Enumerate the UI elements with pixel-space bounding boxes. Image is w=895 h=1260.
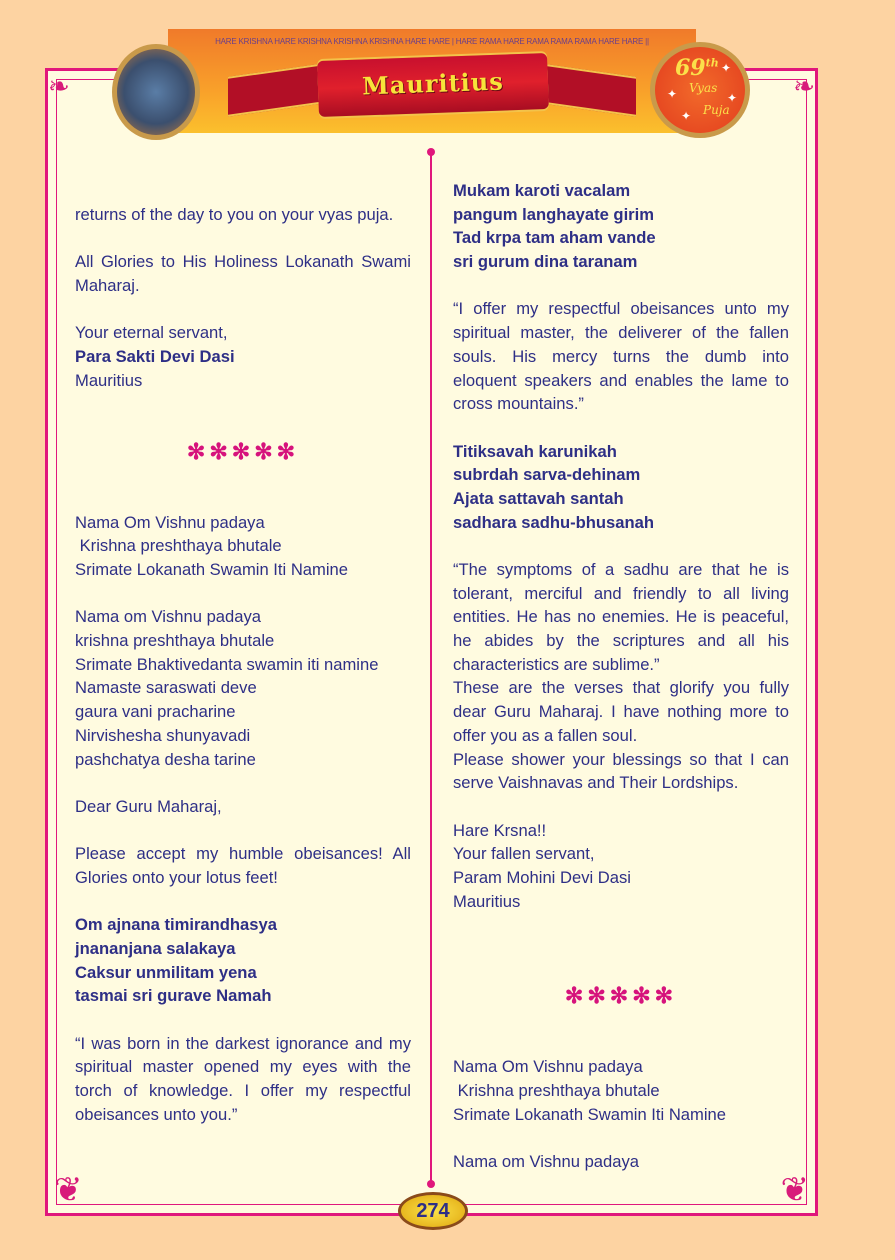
text-line: returns of the day to you on your vyas puja. xyxy=(75,204,394,224)
text-line: characteristics are sublime.” xyxy=(453,654,660,674)
column-divider xyxy=(430,150,432,1183)
divider-dot xyxy=(427,1180,435,1188)
text-line: Srimate Lokanath Swamin Iti Namine xyxy=(75,560,348,580)
text-line: Maharaj. xyxy=(75,275,140,295)
text-line: Titiksavah karunikah xyxy=(453,441,617,461)
text-line: Mukam karoti vacalam xyxy=(453,181,631,200)
text-line: Srimate Bhaktivedanta swamin iti namine xyxy=(75,654,379,674)
text-line: Nirvishesha shunyavadi xyxy=(75,725,251,745)
paragraph xyxy=(75,250,411,297)
vyas-puja-badge xyxy=(650,42,750,138)
text-line: Om ajnana timirandhasya xyxy=(75,915,277,935)
text-line: Please shower your blessings so that I can xyxy=(453,749,789,769)
sparkle-icon: ✦ xyxy=(681,109,692,123)
text-line: sadhara sadhu-bhusanah xyxy=(453,512,655,532)
verse-block xyxy=(453,440,789,535)
text-line: Dear Guru Maharaj, xyxy=(75,796,222,816)
text-line: gaura vani pracharine xyxy=(75,702,236,722)
paragraph xyxy=(75,1032,411,1127)
text-line: Your eternal servant, xyxy=(75,323,228,343)
text-line: tolerant, merciful and friendly to all living xyxy=(453,583,789,603)
text-line: pangum langhayate girim xyxy=(453,204,655,224)
paragraph xyxy=(453,1150,789,1174)
text-line: torch of knowledge. I offer my respectful xyxy=(75,1081,411,1101)
text-line: Ajata sattavah santah xyxy=(453,488,624,508)
text-line: Mauritius xyxy=(453,891,521,911)
text-line: obeisances unto you.” xyxy=(75,1104,238,1124)
paragraph xyxy=(75,842,411,889)
text-line: “I was born in the darkest ignorance and my xyxy=(75,1033,411,1053)
badge-line2: Puja xyxy=(703,103,730,117)
text-line: Nama om Vishnu padaya xyxy=(453,1152,640,1172)
text-line: Para Sakti Devi Dasi xyxy=(75,346,235,366)
sparkle-icon: ✦ xyxy=(667,87,678,101)
verse-block xyxy=(75,345,411,369)
deity-medallion-image xyxy=(112,44,200,140)
paragraph xyxy=(75,795,411,819)
verse-block xyxy=(453,179,789,274)
paragraph xyxy=(75,321,411,345)
badge-number: 69 xyxy=(675,55,706,81)
text-line: eloquent speakers and enables the lame to xyxy=(453,370,789,390)
text-line: spiritual master, the deliverer of the fallen xyxy=(453,323,789,343)
page-number: 274 xyxy=(398,1192,468,1230)
text-line: Please accept my humble obeisances! All xyxy=(75,844,411,864)
paragraph xyxy=(453,819,789,914)
badge-suffix: th xyxy=(705,56,719,70)
paragraph xyxy=(453,297,789,415)
text-line: tasmai sri gurave Namah xyxy=(75,986,272,1006)
header-mantra: HARE KRISHNA HARE KRISHNA KRISHNA KRISHNA HARE HARE | HARE RAMA HARE RAMA RAMA RAMA HARE HARE || xyxy=(215,37,649,46)
text-line: serve Vaishnavas and Their Lordships. xyxy=(453,773,739,793)
corner-ornament-icon: ❦ xyxy=(54,1171,83,1209)
sparkle-icon: ✦ xyxy=(727,91,738,105)
text-line: Your fallen servant, xyxy=(453,844,595,864)
text-line: Nama Om Vishnu padaya xyxy=(75,512,265,532)
title-ribbon xyxy=(317,53,549,117)
sparkle-icon: ✦ xyxy=(721,61,732,75)
corner-ornament-icon: ❧ xyxy=(793,71,815,101)
paragraph xyxy=(453,1055,789,1126)
text-line: entities. He has no enemies. He is peaceful, xyxy=(453,607,789,627)
text-line: These are the verses that glorify you fully xyxy=(453,678,789,698)
text-line: “I offer my respectful obeisances unto my xyxy=(453,299,789,319)
section-separator-stars: ✻✻✻✻✻ xyxy=(186,438,300,464)
paragraph xyxy=(75,605,411,771)
paragraph xyxy=(453,748,789,795)
header-title: Mauritius xyxy=(361,66,505,101)
divider-dot xyxy=(427,148,435,156)
section-separator-stars: ✻✻✻✻✻ xyxy=(564,983,678,1009)
text-line: krishna preshthaya bhutale xyxy=(75,631,275,651)
header-banner xyxy=(168,29,696,133)
text-line: Krishna preshthaya bhutale xyxy=(453,1081,660,1101)
text-line: Srimate Lokanath Swamin Iti Namine xyxy=(453,1104,726,1124)
text-line: Glories onto your lotus feet! xyxy=(75,867,278,887)
text-line: offer you as a fallen soul. xyxy=(453,725,638,745)
text-line: sri gurum dina taranam xyxy=(453,252,638,272)
text-line: Nama om Vishnu padaya xyxy=(75,607,262,627)
text-line: Krishna preshthaya bhutale xyxy=(75,536,282,556)
text-line: All Glories to His Holiness Lokanath Swami xyxy=(75,252,411,272)
text-line: jnananjana salakaya xyxy=(75,939,236,959)
text-line: he abides by the scriptures and all his xyxy=(453,631,789,651)
verse-block xyxy=(75,913,411,1008)
paragraph xyxy=(453,676,789,747)
text-line: spiritual master opened my eyes with the xyxy=(75,1057,411,1077)
paragraph xyxy=(75,369,411,393)
text-line: souls. His mercy turns the dumb into xyxy=(453,346,789,366)
paragraph xyxy=(453,558,789,676)
text-line: cross mountains.” xyxy=(453,394,584,414)
text-line: pashchatya desha tarine xyxy=(75,749,256,769)
badge-line1: Vyas xyxy=(689,81,718,95)
paragraph xyxy=(75,203,411,227)
text-line: Namaste saraswati deve xyxy=(75,678,257,698)
text-line: subrdah sarva-dehinam xyxy=(453,465,641,485)
text-line: Mauritius xyxy=(75,370,143,390)
corner-ornament-icon: ❧ xyxy=(48,71,70,101)
right-column xyxy=(453,179,789,1174)
text-line: Hare Krsna!! xyxy=(453,820,547,840)
corner-ornament-icon: ❦ xyxy=(780,1171,809,1209)
paragraph xyxy=(75,511,411,582)
left-column xyxy=(75,179,411,1127)
text-line: dear Guru Maharaj. I have nothing more to xyxy=(453,702,789,722)
text-line: Caksur unmilitam yena xyxy=(75,962,257,982)
text-line: Tad krpa tam aham vande xyxy=(453,228,656,248)
text-line: “The symptoms of a sadhu are that he is xyxy=(453,560,789,579)
text-line: Param Mohini Devi Dasi xyxy=(453,867,631,887)
text-line: Nama Om Vishnu padaya xyxy=(453,1057,643,1077)
